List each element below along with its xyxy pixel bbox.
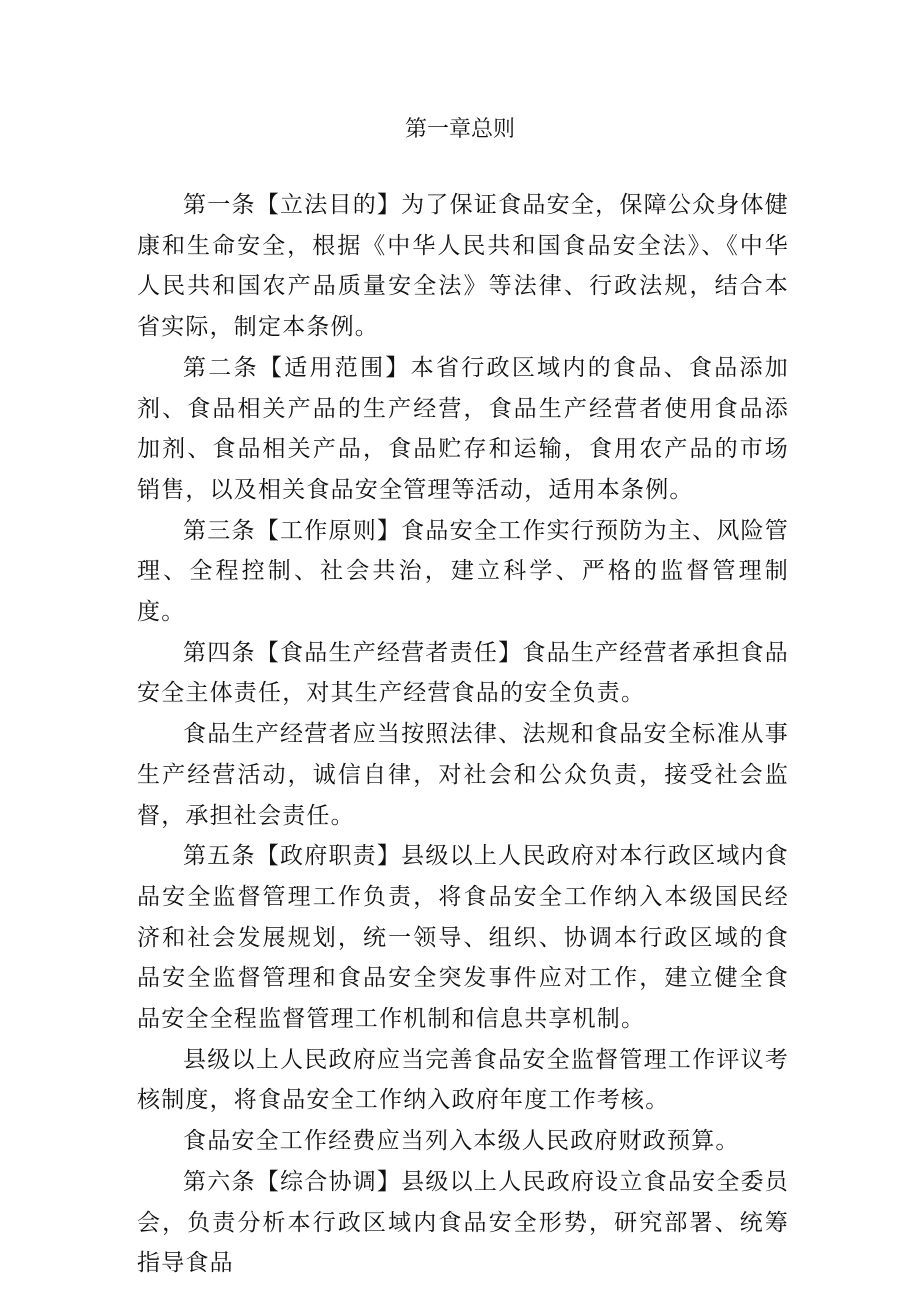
document-body xyxy=(137,185,789,1284)
article-2-paragraph: 第二条【适用范围】本省行政区域内的食品、食品添加剂、食品相关产品的生产经营，食品生产经营者使用食品添加剂、食品相关产品，食品贮存和运输，食用农产品的市场销售，以及相关食品安全管理等活动，适用本条例。 xyxy=(137,354,789,503)
article-4-paragraph: 第四条【食品生产经营者责任】食品生产经营者承担食品安全主体责任，对其生产经营食品的安全负责。 xyxy=(137,639,789,707)
chapter-title: 第一章总则 xyxy=(404,117,515,142)
article-5-clause-2-paragraph: 县级以上人民政府应当完善食品安全监督管理工作评议考核制度，将食品安全工作纳入政府年度工作考核。 xyxy=(137,1046,789,1114)
article-5-clause-3-paragraph: 食品安全工作经费应当列入本级人民政府财政预算。 xyxy=(183,1128,740,1155)
article-5-paragraph: 第五条【政府职责】县级以上人民政府对本行政区域内食品安全监督管理工作负责，将食品安全工作纳入本级国民经济和社会发展规划，统一领导、组织、协调本行政区域的食品安全监督管理和食品安全突发事件应对工作，建立健全食品安全全程监督管理工作机制和信息共享机制。 xyxy=(137,843,789,1033)
article-4-clause-2-paragraph: 食品生产经营者应当按照法律、法规和食品安全标准从事生产经营活动，诚信自律，对社会和公众负责，接受社会监督，承担社会责任。 xyxy=(137,721,789,829)
article-6-paragraph: 第六条【综合协调】县级以上人民政府设立食品安全委员会，负责分析本行政区域内食品安全形势，研究部署、统筹指导食品 xyxy=(137,1168,789,1277)
article-3-paragraph: 第三条【工作原则】食品安全工作实行预防为主、风险管理、全程控制、社会共治，建立科学、严格的监督管理制度。 xyxy=(137,517,789,626)
article-1-paragraph: 第一条【立法目的】为了保证食品安全，保障公众身体健康和生命安全，根据《中华人民共和国食品安全法》、《中华人民共和国农产品质量安全法》等法律、行政法规，结合本省实际，制定本条例。 xyxy=(137,192,789,341)
